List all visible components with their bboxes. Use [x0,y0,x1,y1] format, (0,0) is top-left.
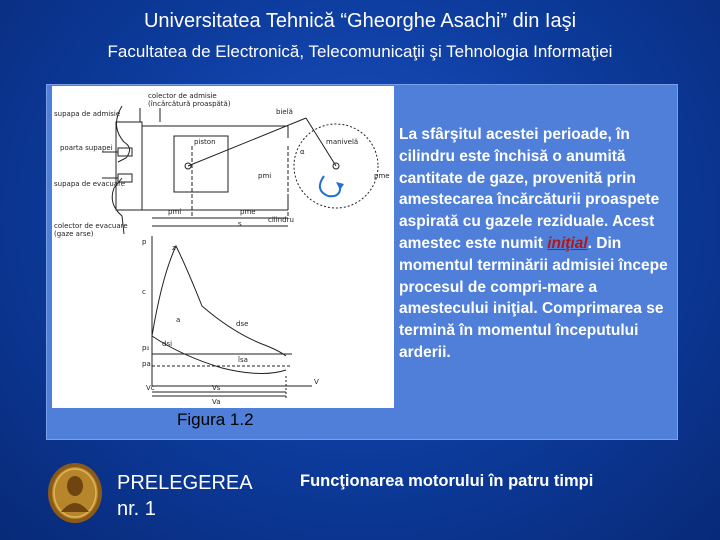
label-crank: manivelă [326,138,359,146]
body-paragraph [399,124,671,364]
lecture-subject: Funcţionarea motorului în patru timpi [300,472,594,490]
label-alpha: α [300,148,305,156]
label-vs: Vs [212,384,221,392]
label-intake-manifold: colector de admisie [148,92,217,100]
faculty-title: Facultatea de Electronică, Telecomunicaţii şi Tehnologia Informaţiei [107,42,613,61]
label-intake-valve: supapa de admisie [54,110,121,118]
lecture-number [117,470,253,522]
label-exhaust-valve: supapa de evacuare [54,180,126,188]
emphasis-term: iniţial [547,234,588,252]
figure-caption: Figura 1.2 [177,410,254,429]
rotation-arrow-icon [320,176,340,196]
lecture-line1: PRELEGEREA [117,472,253,494]
label-bdc: pmi [258,172,272,180]
label-point-c: c [142,288,146,296]
university-title: Universitatea Tehnică “Gheorghe Asachi” din Iaşi [143,10,577,32]
label-va: Va [212,398,221,406]
label-valve-seat: poarta supapei [60,144,113,152]
label-cylinder: cilindru [268,216,294,224]
label-exhaust-note: (gaze arse) [54,230,94,238]
label-point-z: z [172,244,176,252]
label-point-a: a [176,316,181,324]
label-exhaust-manifold: colector de evacuare [54,222,128,230]
label-v-axis: V [314,378,319,386]
label-isa: îsa [238,356,248,364]
engine-figure [52,86,394,408]
lecture-line2: nr. 1 [117,498,156,520]
label-pme-lower: pme [240,208,256,216]
label-tdc: pme [374,172,390,180]
label-piston: piston [194,138,216,146]
label-dse: dse [236,320,249,328]
valve-drawing [102,106,132,234]
label-stroke: s [238,220,242,228]
body-text-after: . Din momentul terminării admisiei începe procesul de compri-mare a amestecului iniţial. Comprimarea se termină în momentul începutului arderii. [399,234,668,361]
label-p-a: pa [142,360,151,368]
label-vc: Vc [146,384,155,392]
portrait-medal-icon [47,462,103,524]
label-p-axis: p [142,238,147,246]
label-rod: bielă [276,108,293,116]
label-p-atm: p₀ [142,344,150,352]
label-pmi-lower: pmi [168,208,182,216]
body-text-before: La sfârşitul acestei perioade, în cilindru este închisă o anumită cantitate de gaze, provenită prin amestecarea încărcăturii proaspete aspirată cu gazele reziduale. Acest amestec este numit [399,126,660,252]
label-intake-note: (încărcătură proaspătă) [148,100,231,108]
label-dsi: dsi [162,340,173,348]
